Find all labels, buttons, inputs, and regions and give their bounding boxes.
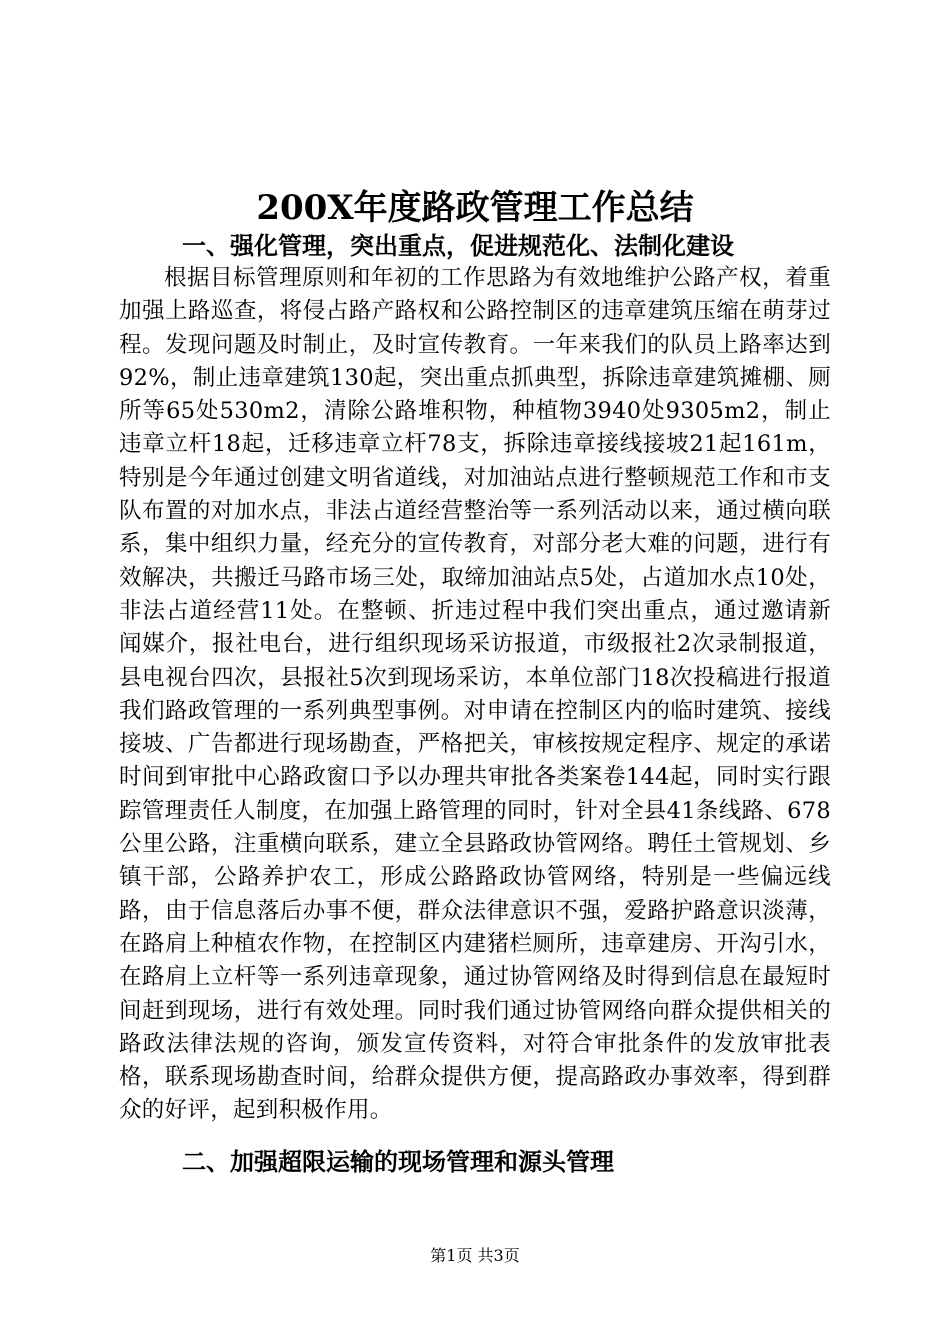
document-title: 200X年度路政管理工作总结 <box>256 188 694 228</box>
page-footer: 第1页 共3页 <box>430 1246 520 1265</box>
section-1-heading: 一、强化管理，突出重点，促进规范化、法制化建设 <box>182 231 734 260</box>
section-1-body: 根据目标管理原则和年初的工作思路为有效地维护公路产权，着重加强上路巡查，将侵占路产路权和公路控制区的违章建筑压缩在萌芽过程。发现问题及时制止，及时宣传教育。一年来我们的队员上路率达到92%，制止违章建筑130起，突出重点抓典型，拆除违章建筑摊棚、厕所等65处530m2，清除公路堆积物，种植物3940处9305m2，制止违章立杆18起，迁移违章立杆78支，拆除违章接线接坡21起161m，特别是今年通过创建文明省道线，对加油站点进行整顿规范工作和市支队布置的对加水点，非法占道经营整治等一系列活动以来，通过横向联系，集中组织力量，经充分的宣传教育，对部分老大难的问题，进行有效解决，共搬迁马路市场三处，取缔加油站点5处，占道加水点10处，非法占道经营11处。在整顿、折违过程中我们突出重点，通过邀请新闻媒介，报社电台，进行组织现场采访报道，市级报社2次录制报道，县电视台四次，县报社5次到现场采访，本单位部门18次投稿进行报道我们路政管理的一系列典型事例。对申请在控制区内的临时建筑、接线接坡、广告都进行现场勘查，严格把关，审核按规定程序、规定的承诺时间到审批中心路政窗口予以办理共审批各类案卷144起，同时实行跟踪管理责任人制度，在加强上路管理的同时，针对全县41条线路、678公里公路，注重横向联系，建立全县路政协管网络。聘任土管规划、乡镇干部，公路养护农工，形成公路路政协管网络，特别是一些偏远线路，由于信息落后办事不便，群众法律意识不强，爱路护路意识淡薄，在路肩上种植农作物，在控制区内建猪栏厕所，违章建房、开沟引水，在路肩上立杆等一系列违章现象，通过协管网络及时得到信息在最短时间赶到现场，进行有效处理。同时我们通过协管网络向群众提供相关的路政法律法规的咨询，颁发宣传资料，对符合审批条件的发放审批表格，联系现场勘查时间，给群众提供方便，提高路政办事效率，得到群众的好评，起到积极作用。 <box>119 265 831 1124</box>
section-2-heading: 二、加强超限运输的现场管理和源头管理 <box>182 1147 614 1176</box>
